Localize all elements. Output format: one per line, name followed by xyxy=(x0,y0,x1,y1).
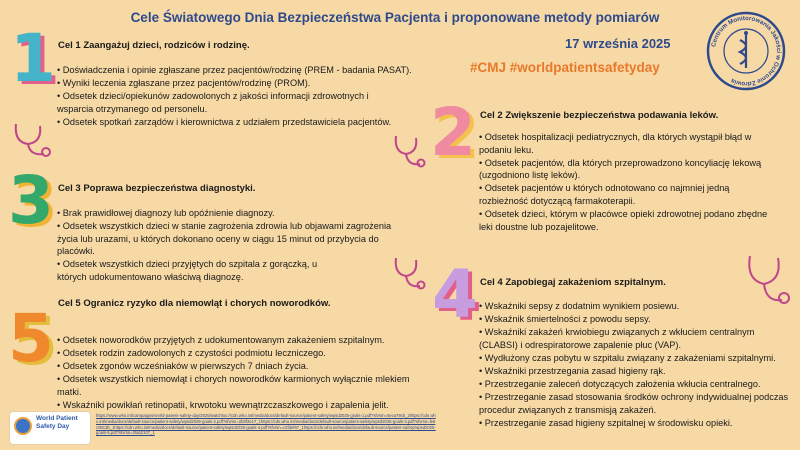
list-item: • Wskaźniki przestrzegania zasad higieny rąk. xyxy=(479,365,791,378)
list-item: • Wskaźniki powikłań retinopatii, krwotoku wewnątrzczaszkowego i zapalenia jelit. xyxy=(57,399,427,412)
list-item: • Odsetek rodzin zadowolonych z czystości podmiotu leczniczego. xyxy=(57,347,427,360)
goal-3-heading: Cel 3 Poprawa bezpieczeństwa diagnostyki. xyxy=(58,183,256,194)
goal-4-list xyxy=(479,300,791,430)
stethoscope-icon xyxy=(392,132,426,172)
logo-text: Centrum Monitorowania Jakości w Ochronie Zdrowia xyxy=(710,14,783,88)
list-item: • Doświadczenia i opinie zgłaszane przez pacjentów/rodzinę (PREM - badania PASAT). xyxy=(57,64,417,77)
event-date: 17 września 2025 xyxy=(565,36,671,51)
goal-2-list xyxy=(479,131,779,234)
list-item: • Wydłużony czas pobytu w szpitalu związany z zakażeniami szpitalnymi. xyxy=(479,352,791,365)
list-item: • Brak prawidłowej diagnozy lub opóźnienie diagnozy. xyxy=(57,207,407,220)
list-item: • Odsetek wszystkich niemowląt i chorych noworodków karmionych wyłącznie mlekiem matki. xyxy=(57,373,427,398)
goal-1-list xyxy=(57,64,417,129)
section-number-3: 3 xyxy=(8,162,54,239)
stethoscope-icon xyxy=(10,118,54,162)
stethoscope-icon xyxy=(392,254,426,294)
goal-1-heading: Cel 1 Zaangażuj dzieci, rodziców i rodzinę. xyxy=(58,40,250,51)
list-item: • Odsetek pacjentów u których odnotowano co najmniej jedną rozbieżność dotyczącą farmakoterapii. xyxy=(479,182,779,207)
list-item: • Odsetek spotkań zarządów i kierownictwa z udziałem przedstawiciela pacjentów. xyxy=(57,116,417,129)
list-item: • Wskaźniki sepsy z dodatnim wynikiem posiewu. xyxy=(479,300,791,313)
hashtags[interactable]: #CMJ #worldpatientsafetyday xyxy=(470,60,660,75)
list-item: • Odsetek wszystkich dzieci przyjętych do szpitala z gorączką, u których udokumentowano właściwą diagnozę. xyxy=(57,258,347,283)
goal-4-heading: Cel 4 Zapobiegaj zakażeniom szpitalnym. xyxy=(480,277,666,288)
list-item: • Wyniki leczenia zgłaszane przez pacjentów/rodzinę (PROM). xyxy=(57,77,417,90)
section-number-2: 2 xyxy=(430,94,476,171)
list-item: • Wskaźniki zakażeń krwiobiegu związanych z wkłuciem centralnym (CLABSI) i odrespiratorowe zapalenie płuc (VAP). xyxy=(479,326,791,351)
list-item: • Wskaźnik śmiertelności z powodu sepsy. xyxy=(479,313,791,326)
goal-5-list xyxy=(57,334,427,412)
page-title: Cele Światowego Dnia Bezpieczeństwa Pacjenta i proponowane metody pomiarów xyxy=(130,10,660,25)
footer-badge-text: World Patient Safety Day xyxy=(36,415,78,430)
list-item: • Odsetek wszystkich dzieci w stanie zagrożenia zdrowia lub objawami zagrożenia życia lub urazami, u których dokonano oceny w ciągu 15 minut od przybycia do placówki. xyxy=(57,220,407,258)
goal-3-list xyxy=(57,207,407,284)
goal-2-heading: Cel 2 Zwiększenie bezpieczeństwa podawania leków. xyxy=(480,110,719,121)
list-item: • Przestrzeganie zaleceń dotyczących założenia wkłucia centralnego. xyxy=(479,378,791,391)
list-item: • Odsetek dzieci, którym w placówce opieki zdrowotnej podano zbędne leki doustne lub pozajelitowe. xyxy=(479,208,779,233)
source-links[interactable]: https://www.who.int/campaigns/world-patient-safety-day/2025/watchtoo://cdn.who.int/media/docs/default-source/patient-safety/wpsd2025-goals-1.pdf?sfvrsn=5eca79cb_2https://cdn.who.int/media/docs/default-source/patient-safety/wpsd2025-goals-2.pdf?sfvrsn=2b0f2e17_1https://cdn.who.int/media/docs/default-source/patient-safety/wpsd2025-goals-3.pdf?sfvrsn=fe6c0813b_1https://cdn.who.int/media/docs/default-source/patient-safety/wpsd2025-goals-4.pdf?sfvrsn=c2fdef67_1https://cdn.who.int/media/docs/default-source/patient-safety/wpsd2025-goals-5.pdf?sfvrsn=2fab2107_1 xyxy=(96,413,436,436)
world-patient-safety-day-logo xyxy=(10,412,90,444)
list-item: • Odsetek pacjentów, dla których przeprowadzono koncyliację lekową (uzgodniono listę leków). xyxy=(479,157,779,182)
list-item: • Przestrzeganie zasad higieny szpitalnej w środowisku opieki. xyxy=(479,417,791,430)
list-item: • Odsetek hospitalizacji pediatrycznych, dla których wystąpił błąd w podaniu leku. xyxy=(479,131,779,156)
list-item: • Odsetek zgonów wcześniaków w pierwszych 7 dniach życia. xyxy=(57,360,427,373)
list-item: • Odsetek dzieci/opiekunów zadowolonych z jakości informacji zdrowotnych i wsparcia otrzymanego od personelu. xyxy=(57,90,392,115)
section-number-5: 5 xyxy=(8,300,54,377)
stethoscope-icon xyxy=(742,250,792,310)
list-item: • Odsetek noworodków przyjętych z udokumentowanym zakażeniem szpitalnym. xyxy=(57,334,427,347)
section-number-1: 1 xyxy=(10,20,56,97)
cmj-logo xyxy=(705,10,787,92)
globe-icon xyxy=(14,417,32,435)
list-item: • Przestrzeganie zasad stosowania środków ochrony indywidualnej podczas procedur związanych z transmisją zakażeń. xyxy=(479,391,791,416)
goal-5-heading: Cel 5 Ogranicz ryzyko dla niemowląt i chorych noworodków. xyxy=(58,298,331,309)
section-number-4: 4 xyxy=(432,256,478,333)
